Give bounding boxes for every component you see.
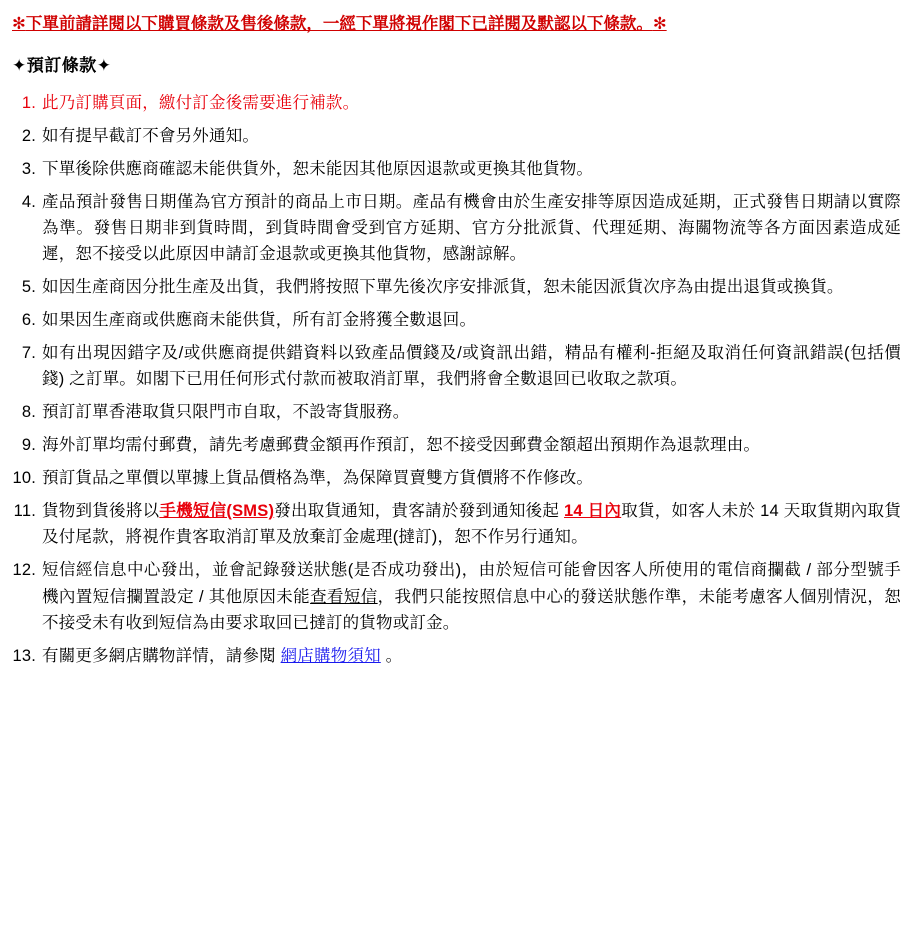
- notice-text: 下單前請詳閱以下購買條款及售後條款，一經下單將視作閣下已詳閱及默認以下條款。: [25, 15, 653, 33]
- check-sms-underline: 查看短信: [310, 587, 378, 606]
- term-text-part: 發出取貨通知，貴客請於發到通知後起: [274, 502, 565, 521]
- list-item: [6, 432, 901, 458]
- section-title: ✦預訂條款✦: [12, 55, 112, 75]
- list-item: [6, 643, 901, 669]
- term-text: 產品預計發售日期僅為官方預計的商品上市日期。產品有機會由於生產安排等原因造成延期，正式發售日期請以實際為準。發售日期非到貨時間，到貨時間會受到官方延期、官方分批派貨、代理延期、海關物流等各方面因素造成延遲，恕不接受以此原因申請訂金退款或更換其他貨物，感謝諒解。: [42, 192, 901, 263]
- term-text-part: ，我們只能按照信息中心的發送狀態作準，未能考慮客人個別情況，恕不接受未有收到短信為由要求取回已撻訂的貨物或訂金。: [42, 587, 901, 632]
- notice-star-right: ✻: [652, 15, 667, 33]
- shopping-guide-link[interactable]: 網店購物須知: [280, 646, 381, 665]
- term-text: 如有出現因錯字及/或供應商提供錯資料以致產品價錢及/或資訊出錯，精品有權利-拒絕及取消任何資訊錯誤(包括價錢) 之訂單。如閣下已用任何形式付款而被取消訂單，我們將會全數退回已收取之款項。: [42, 344, 901, 389]
- term-text: 預訂訂單香港取貨只限門市自取，不設寄貨服務。: [42, 403, 410, 422]
- term-text: 如有提早截訂不會另外通知。: [42, 126, 260, 145]
- term-text: [42, 561, 901, 631]
- term-text-part: 短信經信息中心發出，並會記錄發送狀態(是否成功發出)，由於短信可能會因客人所使用的電信商攔截 / 部分型號手機內置短信攔置設定 / 其他原因未能: [42, 561, 901, 606]
- terms-list: [6, 90, 901, 669]
- top-notice: [12, 16, 901, 33]
- list-item: [6, 465, 901, 491]
- list-item: [6, 189, 901, 267]
- sms-highlight: 手機短信(SMS): [159, 502, 275, 521]
- term-text: [42, 502, 901, 546]
- list-item: [6, 274, 901, 300]
- list-item: [6, 90, 901, 116]
- term-text: [42, 647, 402, 665]
- pickup-period-highlight: 14 日內: [564, 502, 622, 521]
- list-item: [6, 498, 901, 550]
- term-text: 如因生產商因分批生產及出貨，我們將按照下單先後次序安排派貨，恕未能因派貨次序為由提出退貨或換貨。: [42, 277, 844, 296]
- term-text-part: 貨物到貨後將以: [42, 502, 160, 521]
- term-text: 預訂貨品之單價以單據上貨品價格為準，為保障買賣雙方貨價將不作修改。: [42, 469, 594, 488]
- list-item: [6, 557, 901, 635]
- list-item: [6, 340, 901, 392]
- notice-star-left: ✻: [12, 15, 26, 33]
- list-item: [6, 156, 901, 182]
- term-text: 下單後除供應商確認未能供貨外，恕未能因其他原因退款或更換其他貨物。: [42, 159, 594, 178]
- term-text-part: 有關更多網店購物詳情，請參閱: [42, 646, 281, 665]
- list-item: [6, 399, 901, 425]
- term-text: 如果因生產商或供應商未能供貨，所有訂金將獲全數退回。: [42, 310, 477, 329]
- term-text-part: 。: [380, 646, 403, 665]
- list-item: [6, 123, 901, 149]
- term-text-part: 取貨，如客人未於 14 天取貨期內取貨及付尾款，將視作貴客取消訂單及放棄訂金處理(撻訂)，恕不作另行通知。: [42, 502, 902, 547]
- list-item: [6, 307, 901, 333]
- term-text: 海外訂單均需付郵費，請先考慮郵費金額再作預訂，恕不接受因郵費金額超出預期作為退款理由。: [42, 436, 761, 455]
- term-text: 此乃訂購頁面，繳付訂金後需要進行補款。: [42, 93, 360, 112]
